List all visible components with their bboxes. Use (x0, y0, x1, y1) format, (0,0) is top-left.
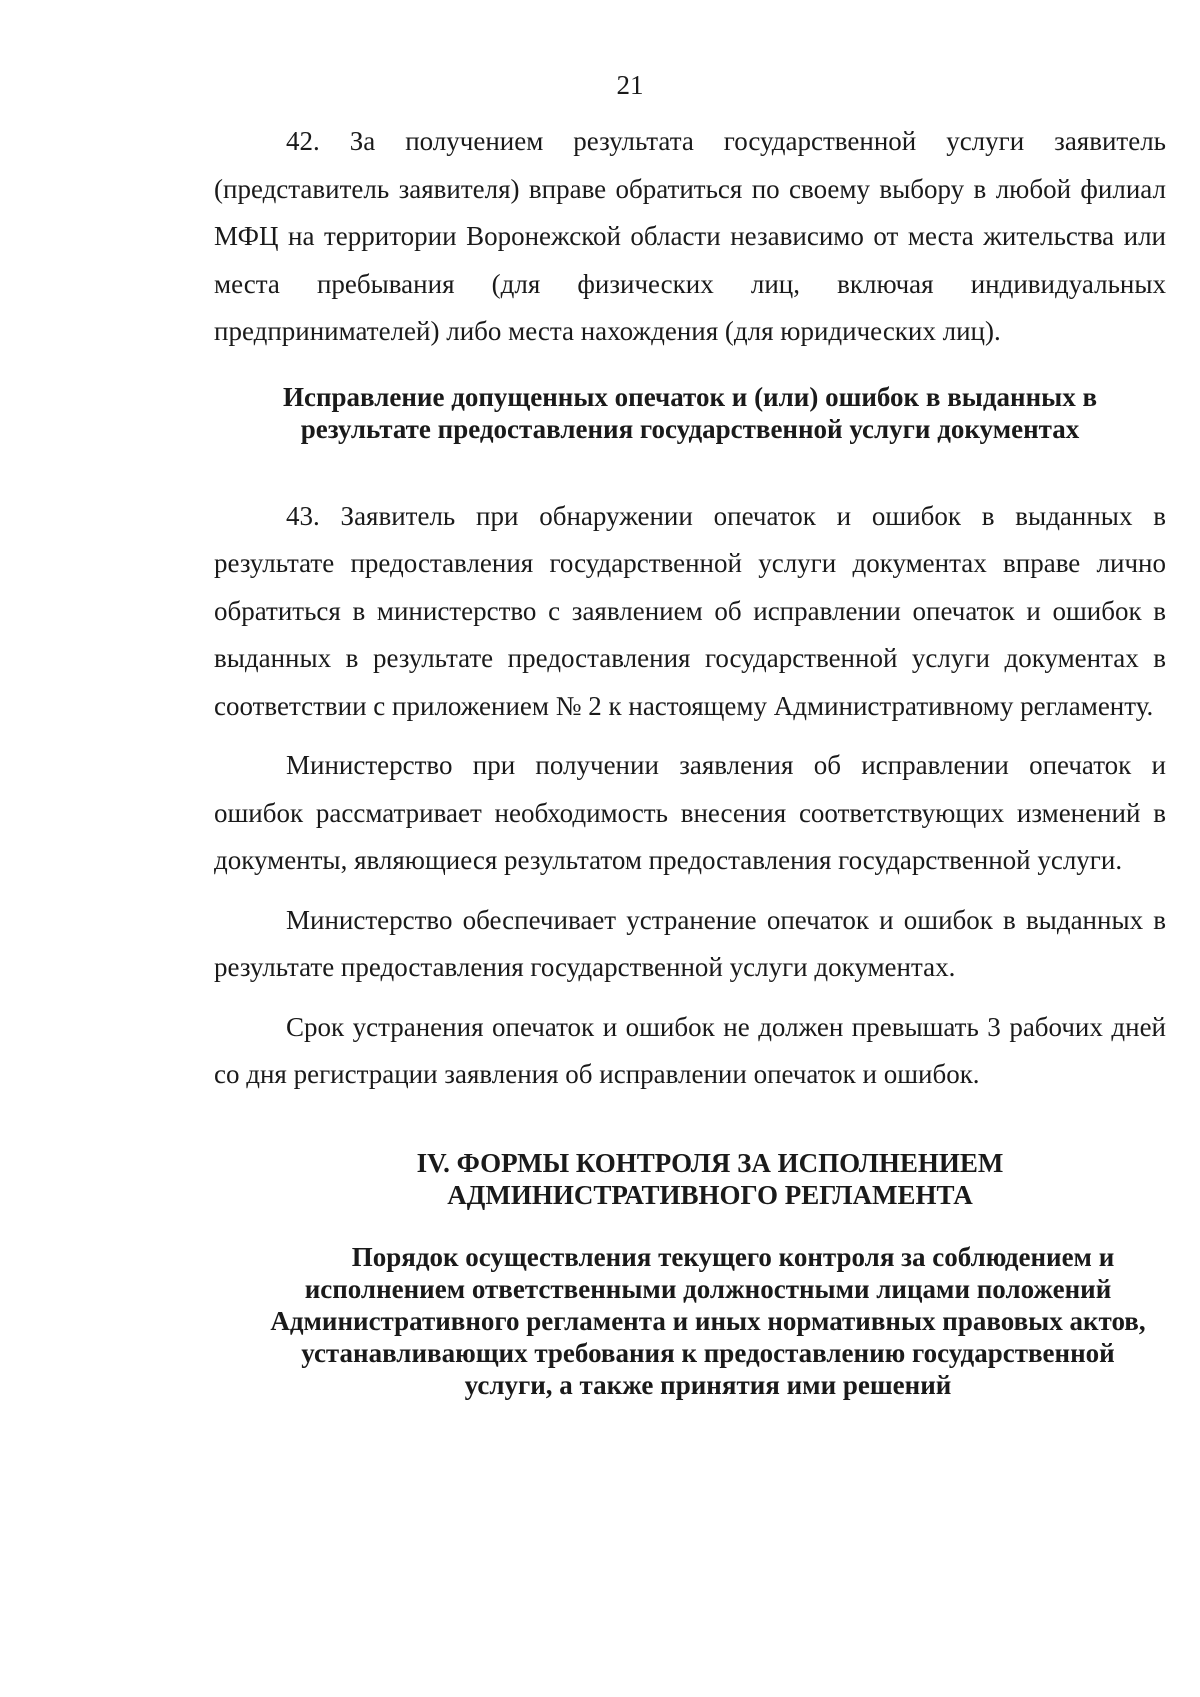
paragraph-42: 42. За получением результата государственной услуги заявитель (представитель заявителя) вправе обратиться по своему выбору в любой филиал МФЦ на территории Воронежской области независимо от места жительства или места пребывания (для физических лиц, включая индивидуальных предпринимателей) либо места нахождения (для юридических лиц). (214, 126, 1166, 346)
paragraph-deadline: Срок устранения опечаток и ошибок не должен превышать 3 рабочих дней со дня регистрации заявления об исправлении опечаток и ошибок. (214, 1011, 1166, 1089)
heading-control-line-1: Порядок осуществления текущего контроля за соблюдением и (351, 1241, 1115, 1272)
heading-control-line-3: Административного регламента и иных нормативных правовых актов, (270, 1305, 1146, 1336)
paragraph-ministry-review: Министерство при получении заявления об исправлении опечаток и ошибок рассматривает необходимость внесения соответствующих изменений в документы, являющиеся результатом предоставления государственной услуги. (214, 750, 1166, 875)
paragraph-ministry-ensures: Министерство обеспечивает устранение опечаток и ошибок в выданных в результате предоставления государственной услуги документах. (214, 904, 1166, 982)
heading-current-control (214, 1241, 1166, 1401)
section-heading-iv (214, 1147, 1166, 1211)
heading-corrections (214, 381, 1166, 445)
page-number: 21 (616, 70, 644, 100)
section-heading-line-2: АДМИНИСТРАТИВНОГО РЕГЛАМЕНТА (447, 1179, 973, 1210)
heading-control-line-5: услуги, а также принятия ими решений (464, 1369, 952, 1400)
heading-corrections-line-1: Исправление допущенных опечаток и (или) ошибок в выданных в (282, 381, 1098, 412)
heading-control-line-2: исполнением ответственными должностными лицами положений (304, 1273, 1112, 1304)
document-body (214, 118, 1166, 1401)
heading-control-line-4: устанавливающих требования к предоставлению государственной (301, 1337, 1115, 1368)
paragraph-43: 43. Заявитель при обнаружении опечаток и ошибок в выданных в результате предоставления государственной услуги документах вправе лично обратиться в министерство с заявлением об исправлении опечаток и ошибок в выданных в результате предоставления государственной услуги документах в соответствии с приложением № 2 к настоящему Административному регламенту. (214, 500, 1166, 721)
section-heading-line-1: IV. ФОРМЫ КОНТРОЛЯ ЗА ИСПОЛНЕНИЕМ (416, 1147, 1004, 1178)
heading-corrections-line-2: результате предоставления государственной услуги документах (300, 413, 1080, 444)
